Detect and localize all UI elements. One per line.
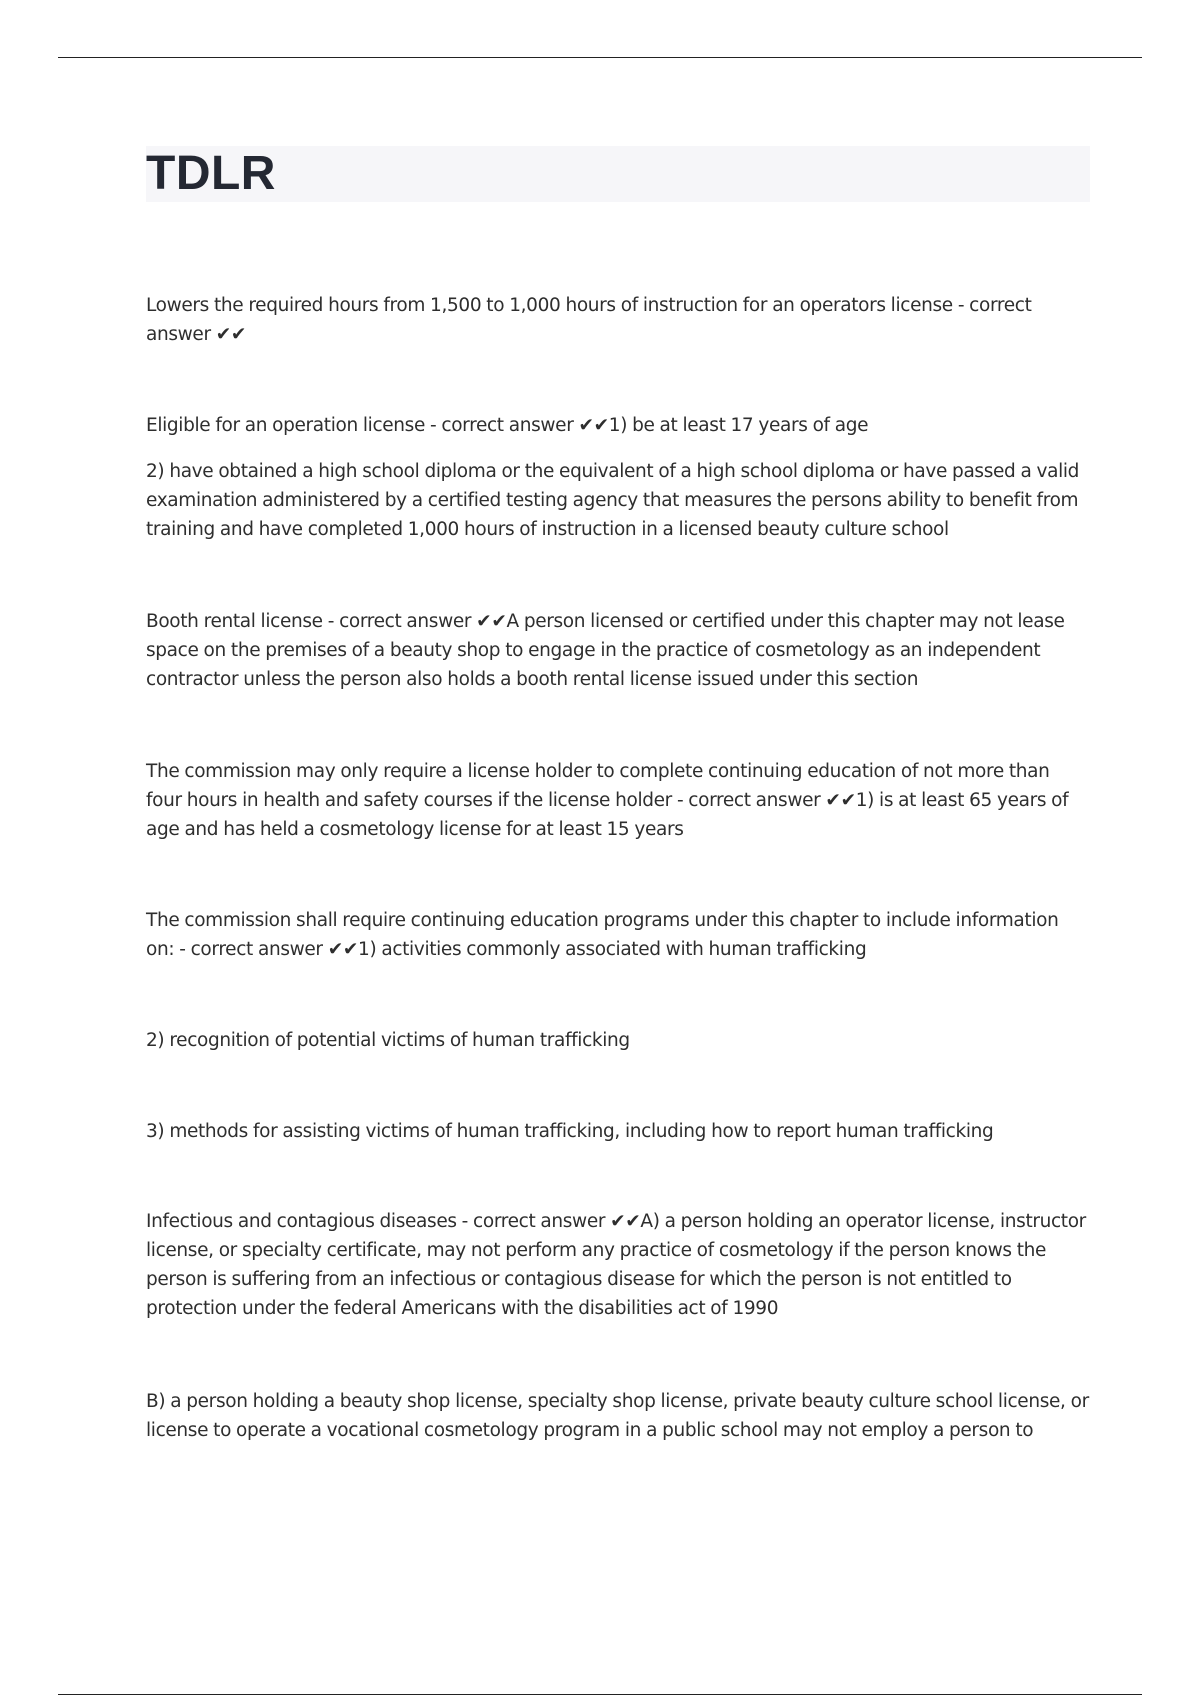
paragraph-shop-license-employ: B) a person holding a beauty shop license, specialty shop license, private beauty culture school license, or license to operate a vocational cosmetology program in a public school may not employ a person to: [146, 1391, 1089, 1441]
document-title: TDLR: [146, 147, 276, 200]
paragraph-continuing-education: The commission may only require a license holder to complete continuing education of not more than four hours in health and safety courses if the license holder - correct answer ✔✔1) is at least 65 years of age and has held a cosmetology license for at least 15 years: [146, 761, 1069, 840]
title-band: [146, 146, 1090, 202]
paragraph-booth-rental: Booth rental license - correct answer ✔✔A person licensed or certified under this chapter may not lease space on the premises of a beauty shop to engage in the practice of cosmetology as an independent contractor unless the person also holds a booth rental license issued under this section: [146, 611, 1065, 690]
paragraph-diploma-requirement: 2) have obtained a high school diploma or the equivalent of a high school diploma or have passed a valid examination administered by a certified testing agency that measures the persons ability to benefit from training and have completed 1,000 hours of instruction in a licensed beauty culture school: [146, 461, 1080, 540]
paragraph-operator-hours: Lowers the required hours from 1,500 to 1,000 hours of instruction for an operators license - correct answer ✔✔: [146, 295, 1032, 345]
paragraph-eligible-license: Eligible for an operation license - correct answer ✔✔1) be at least 17 years of age: [146, 415, 869, 436]
paragraph-recognition-victims: 2) recognition of potential victims of human trafficking: [146, 1030, 630, 1051]
paragraph-assisting-victims: 3) methods for assisting victims of human trafficking, including how to report human trafficking: [146, 1121, 994, 1142]
paragraph-human-trafficking-info: The commission shall require continuing education programs under this chapter to include information on: - correct answer ✔✔1) activities commonly associated with human trafficking: [146, 910, 1059, 960]
paragraph-infectious-diseases: Infectious and contagious diseases - correct answer ✔✔A) a person holding an operator license, instructor license, or specialty certificate, may not perform any practice of cosmetology if the person knows the person is suffering from an infectious or contagious disease for which the person is not entitled to protection under the federal Americans with the disabilities act of 1990: [146, 1211, 1086, 1319]
bottom-rule: [58, 1694, 1142, 1695]
top-rule: [58, 57, 1142, 58]
